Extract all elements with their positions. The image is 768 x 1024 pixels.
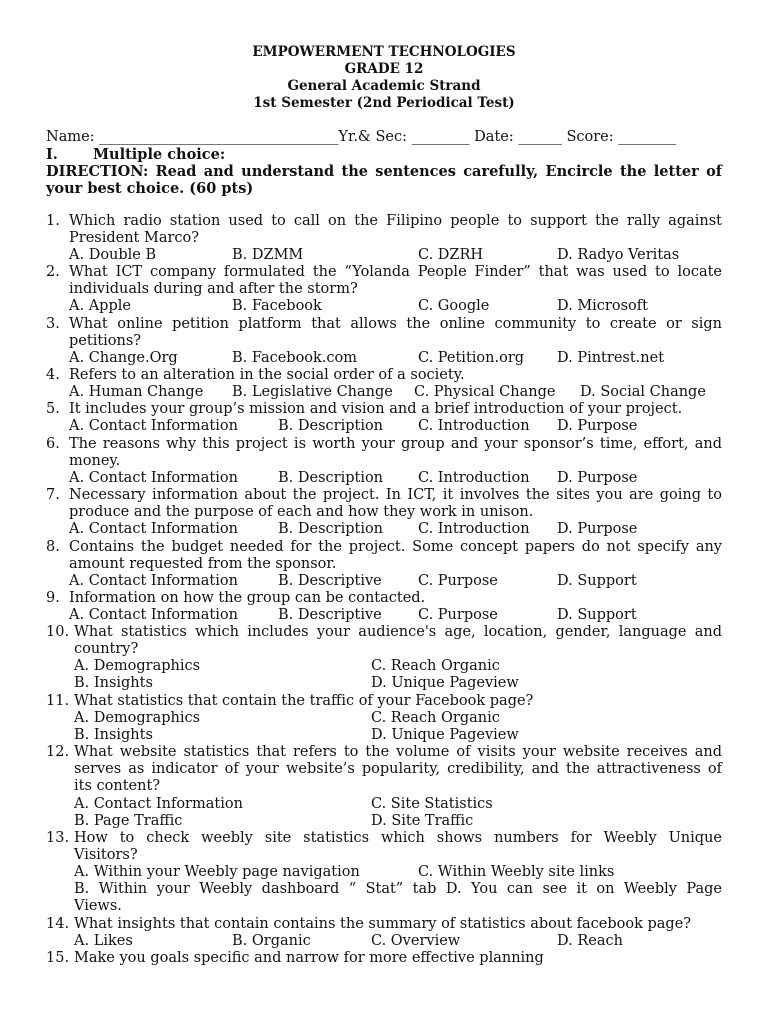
- option-d[interactable]: D. Unique Pageview: [371, 675, 519, 691]
- exam-title: EMPOWERMENT TECHNOLOGIES: [252, 44, 516, 60]
- question-text: What online petition platform that allows the online community to create or sign: [69, 316, 722, 332]
- direction-line-1: DIRECTION: Read and understand the sentences carefully, Encircle the letter of: [46, 163, 722, 180]
- question-number: 12.: [46, 744, 70, 760]
- option-b[interactable]: B. Description: [278, 521, 384, 537]
- question-number: 7.: [46, 487, 60, 503]
- question-number: 11.: [46, 693, 70, 709]
- option-b[interactable]: B. Descriptive: [278, 573, 382, 589]
- option-a[interactable]: A. Contact Information: [69, 573, 238, 589]
- question-text: Which radio station used to call on the Filipino people to support the rally against: [69, 213, 722, 229]
- option-c[interactable]: C. Introduction: [418, 521, 530, 537]
- question-text: Refers to an alteration in the social order of a society.: [69, 367, 465, 383]
- question-number: 8.: [46, 539, 60, 555]
- option-d[interactable]: D. Radyo Veritas: [557, 247, 680, 263]
- option-d[interactable]: D. Purpose: [557, 470, 638, 486]
- question-number: 15.: [46, 950, 70, 966]
- question-text: individuals during and after the storm?: [69, 281, 358, 297]
- option-c[interactable]: C. DZRH: [418, 247, 484, 263]
- option-c[interactable]: C. Introduction: [418, 470, 530, 486]
- question-text: its content?: [74, 778, 161, 794]
- option-a[interactable]: A. Contact Information: [69, 607, 238, 623]
- question-text: country?: [74, 641, 139, 657]
- option-b[interactable]: B. Legislative Change: [232, 384, 393, 400]
- question-number: 10.: [46, 624, 70, 640]
- section-number: I.: [46, 146, 58, 163]
- question-text: Make you goals specific and narrow for more effective planning: [74, 950, 544, 966]
- option-c[interactable]: C. Purpose: [418, 573, 498, 589]
- question-text: Information on how the group can be contacted.: [69, 590, 426, 606]
- option-b[interactable]: B. Organic: [232, 933, 311, 949]
- option-d[interactable]: D. Reach: [557, 933, 623, 949]
- option-c[interactable]: C. Reach Organic: [371, 710, 500, 726]
- question-text: Visitors?: [74, 847, 138, 863]
- question-text: What statistics which includes your audience's age, location, gender, language and: [74, 624, 722, 640]
- option-a[interactable]: A. Change.Org: [69, 350, 178, 366]
- direction-line-2: your best choice. (60 pts): [46, 180, 254, 197]
- option-d[interactable]: D. Purpose: [557, 418, 638, 434]
- exam-semester: 1st Semester (2nd Periodical Test): [253, 95, 515, 111]
- option-b[interactable]: B. Insights: [74, 675, 153, 691]
- exam-strand: General Academic Strand: [287, 78, 481, 94]
- option-a[interactable]: A. Apple: [69, 298, 131, 314]
- question-number: 2.: [46, 264, 60, 280]
- question-number: 14.: [46, 916, 70, 932]
- option-a[interactable]: A. Double B: [69, 247, 157, 263]
- option-b[interactable]: B. Facebook.com: [232, 350, 358, 366]
- question-number: 13.: [46, 830, 70, 846]
- option-d[interactable]: D. Unique Pageview: [371, 727, 519, 743]
- option-c[interactable]: C. Purpose: [418, 607, 498, 623]
- option-d[interactable]: D. Support: [557, 573, 637, 589]
- question-number: 4.: [46, 367, 60, 383]
- question-text: petitions?: [69, 333, 142, 349]
- option-c[interactable]: C. Introduction: [418, 418, 530, 434]
- question-text: amount requested from the sponsor.: [69, 556, 337, 572]
- option-a[interactable]: A. Within your Weebly page navigation: [74, 864, 360, 880]
- question-text: President Marco?: [69, 230, 200, 246]
- question-text: What statistics that contain the traffic of your Facebook page?: [74, 693, 534, 709]
- question-text: Necessary information about the project. In ICT, it involves the sites you are going to: [69, 487, 722, 503]
- option-c[interactable]: C. Site Statistics: [371, 796, 493, 812]
- question-number: 1.: [46, 213, 60, 229]
- option-a[interactable]: A. Human Change: [69, 384, 204, 400]
- option-a[interactable]: A. Demographics: [74, 658, 201, 674]
- option-d-continued: Views.: [74, 898, 122, 914]
- option-b[interactable]: B. Description: [278, 470, 384, 486]
- question-text: How to check weebly site statistics which shows numbers for Weebly Unique: [74, 830, 722, 846]
- section-title: Multiple choice:: [93, 146, 226, 163]
- option-b[interactable]: B. DZMM: [232, 247, 304, 263]
- option-d[interactable]: D. Support: [557, 607, 637, 623]
- question-number: 3.: [46, 316, 60, 332]
- question-text: What website statistics that refers to the volume of visits your website receives and: [74, 744, 722, 760]
- option-c[interactable]: C. Physical Change: [414, 384, 556, 400]
- option-d[interactable]: D. Microsoft: [557, 298, 648, 314]
- question-text: serves as indicator of your website’s popularity, credibility, and the attractiveness of: [74, 761, 722, 777]
- option-d[interactable]: D. Purpose: [557, 521, 638, 537]
- option-c[interactable]: C. Overview: [371, 933, 461, 949]
- question-text: It includes your group’s mission and vision and a brief introduction of your project.: [69, 401, 683, 417]
- option-b[interactable]: B. Descriptive: [278, 607, 382, 623]
- question-text: money.: [69, 453, 121, 469]
- option-b[interactable]: B. Page Traffic: [74, 813, 183, 829]
- option-b-and-d[interactable]: B. Within your Weebly dashboard “ Stat” tab D. You can see it on Weebly Page: [74, 881, 722, 897]
- option-d[interactable]: D. Social Change: [580, 384, 706, 400]
- question-number: 5.: [46, 401, 60, 417]
- question-text: What insights that contain contains the summary of statistics about facebook page?: [74, 916, 692, 932]
- question-number: 9.: [46, 590, 60, 606]
- option-a[interactable]: A. Contact Information: [74, 796, 243, 812]
- option-d[interactable]: D. Site Traffic: [371, 813, 474, 829]
- option-c[interactable]: C. Within Weebly site links: [418, 864, 615, 880]
- option-a[interactable]: A. Contact Information: [69, 521, 238, 537]
- exam-grade: GRADE 12: [344, 61, 424, 77]
- option-a[interactable]: A. Contact Information: [69, 418, 238, 434]
- option-b[interactable]: B. Description: [278, 418, 384, 434]
- option-a[interactable]: A. Likes: [74, 933, 133, 949]
- option-a[interactable]: A. Demographics: [74, 710, 201, 726]
- question-text: The reasons why this project is worth your group and your sponsor’s time, effort, and: [69, 436, 722, 452]
- question-text: What ICT company formulated the “Yolanda People Finder” that was used to locate: [69, 264, 722, 280]
- option-b[interactable]: B. Facebook: [232, 298, 322, 314]
- student-info-line: Name: _________________________________Yr.& Sec: ________ Date: ______ Score: ________: [46, 129, 677, 145]
- question-number: 6.: [46, 436, 60, 452]
- option-c[interactable]: C. Google: [418, 298, 490, 314]
- question-text: Contains the budget needed for the project. Some concept papers do not specify any: [69, 539, 722, 555]
- option-a[interactable]: A. Contact Information: [69, 470, 238, 486]
- option-d[interactable]: D. Pintrest.net: [557, 350, 665, 366]
- option-b[interactable]: B. Insights: [74, 727, 153, 743]
- option-c[interactable]: C. Reach Organic: [371, 658, 500, 674]
- question-text: produce and the purpose of each and how they work in unison.: [69, 504, 534, 520]
- option-c[interactable]: C. Petition.org: [418, 350, 525, 366]
